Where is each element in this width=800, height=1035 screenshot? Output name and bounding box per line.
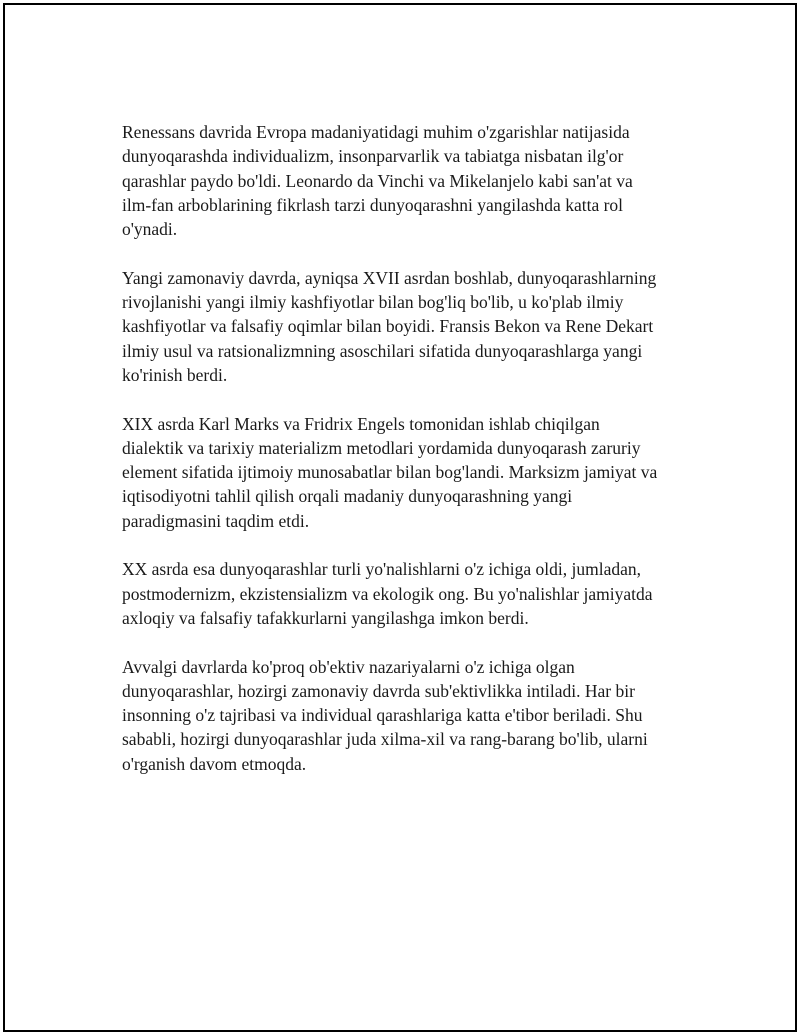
paragraph-renaissance: Renessans davrida Evropa madaniyatidagi muhim o'zgarishlar natijasida dunyoqarashda individualizm, insonparvarlik va tabiatga nisbatan ilg'or qarashlar paydo bo'ldi. Leonardo da Vinchi va Mikelanjelo kabi san'at va ilm-fan arboblarining fikrlash tarzi dunyoqarashni yangilashda katta rol o'ynadi. (122, 122, 633, 240)
paragraph-modern-era: Yangi zamonaviy davrda, ayniqsa XVII asrdan boshlab, dunyoqarashlarning rivojlanishi yangi ilmiy kashfiyotlar bilan bog'liq bo'lib, u ko'plab ilmiy kashfiyotlar va falsafiy oqimlar bilan boyidi. Fransis Bekon va Rene Dekart ilmiy usul va ratsionalizmning asoschilari sifatida dunyoqarashlarga yangi ko'rinish berdi. (122, 267, 657, 385)
paragraph-20th-century: XX asrda esa dunyoqarashlar turli yo'nalishlarni o'z ichiga oldi, jumladan, postmodernizm, ekzistensializm va ekologik ong. Bu yo'nalishlar jamiyatda axloqiy va falsafiy tafakkurlarni yangilashga imkon berdi. (122, 559, 653, 628)
page-frame (3, 3, 797, 1032)
paragraph-contemporary: Avvalgi davrlarda ko'proq ob'ektiv nazariyalarni o'z ichiga olgan dunyoqarashlar, hozirgi zamonaviy davrda sub'ektivlikka intiladi. Har bir insonning o'z tajribasi va individual qarashlariga katta e'tibor beriladi. Shu sababli, hozirgi dunyoqarashlar juda xilma-xil va rang-barang bo'lib, ularni o'rganish davom etmoqda. (122, 656, 648, 774)
paragraph-19th-century: XIX asrda Karl Marks va Fridrix Engels tomonidan ishlab chiqilgan dialektik va tarixiy materializm metodlari yordamida dunyoqarash zaruriy element sifatida ijtimoiy munosabatlar bilan bog'landi. Marksizm jamiyat va iqtisodiyotni tahlil qilish orqali madaniy dunyoqarashning yangi paradigmasini taqdim etdi. (122, 413, 658, 531)
document-body (122, 120, 702, 800)
